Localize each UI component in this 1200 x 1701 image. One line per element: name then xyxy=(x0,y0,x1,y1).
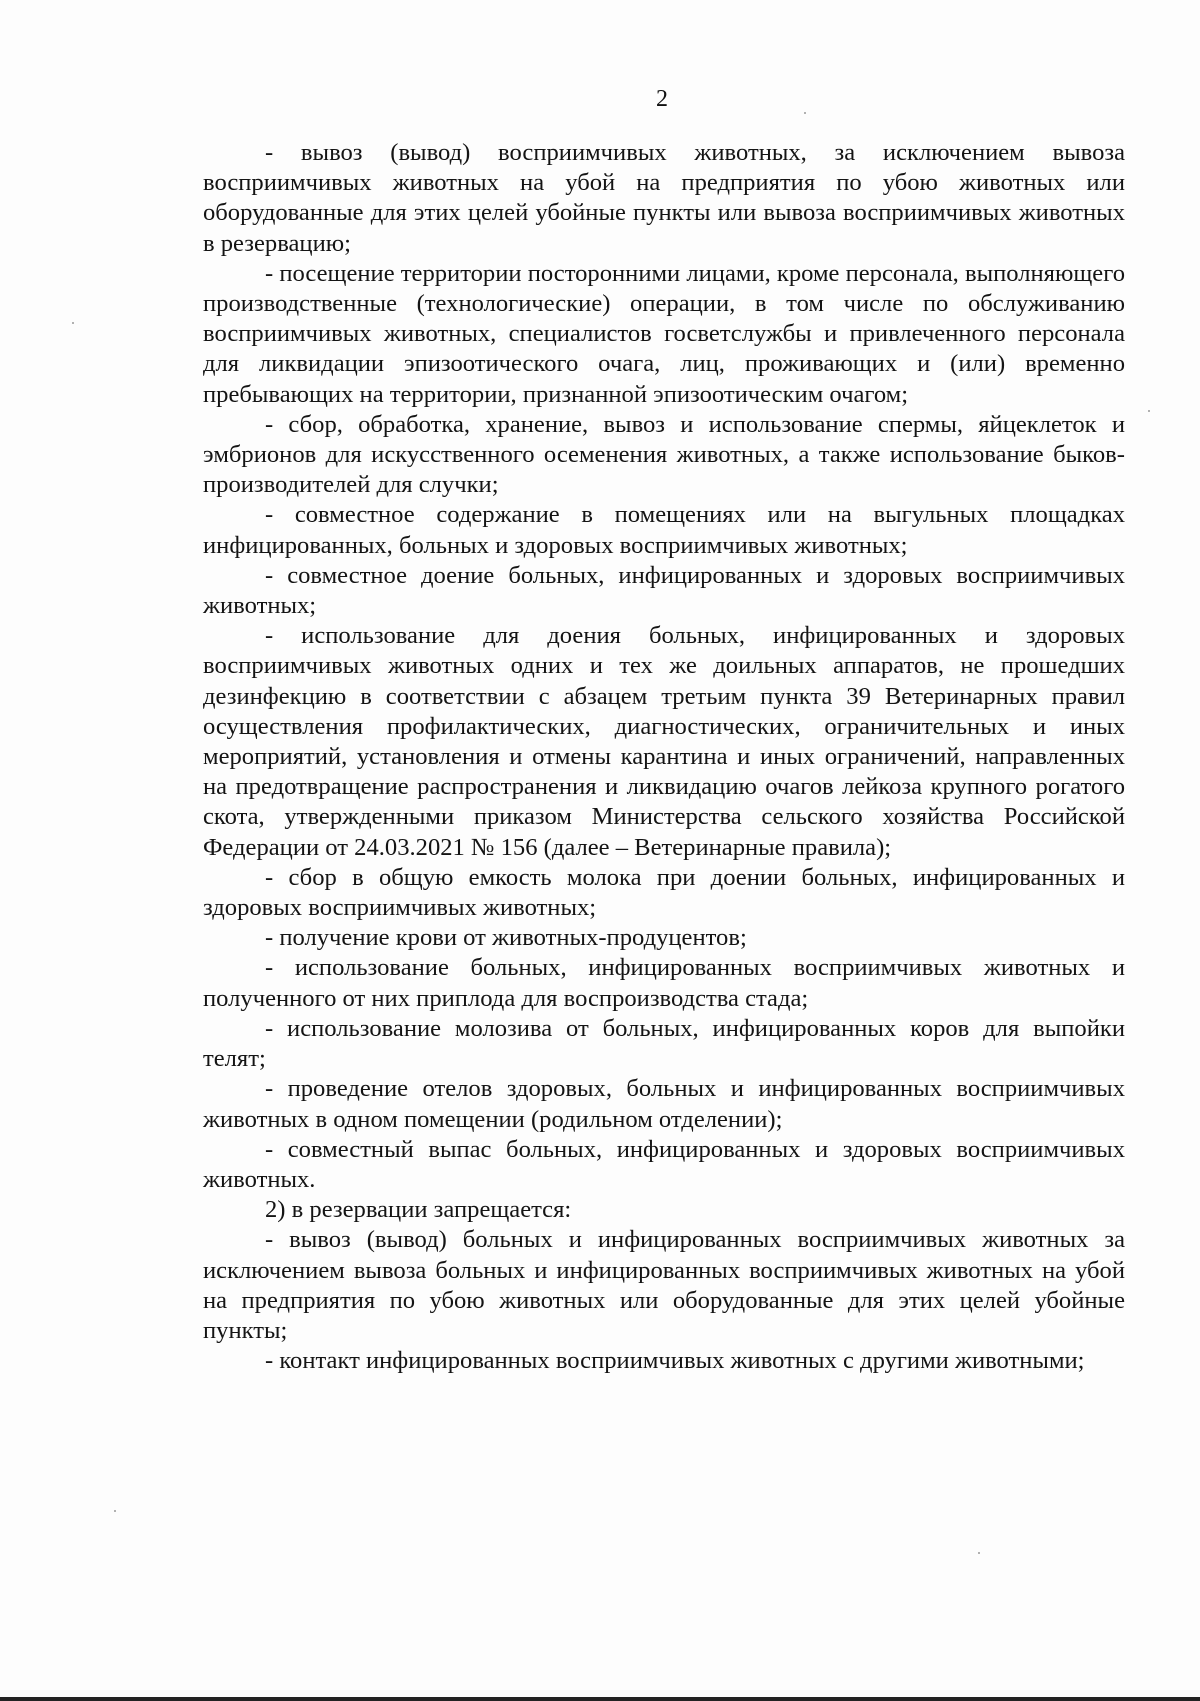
paragraph: - сбор в общую емкость молока при доении больных, инфицированных и здоровых восприимчивых животных; xyxy=(203,863,1125,922)
paragraph: - получение крови от животных-продуцентов; xyxy=(265,924,747,952)
document-body xyxy=(203,138,1125,1376)
paragraph: - использование для доения больных, инфицированных и здоровых восприимчивых животных одних и тех же доильных аппаратов, не прошедших дезинфекцию в соответствии с абзацем третьим пункта 39 Ветеринарных правил осуществления профилактических, диагностических, ограничительных и иных мероприятий, установления и отмены карантина и иных ограничений, направленных на предотвращение распространения и ликвидацию очагов лейкоза крупного рогатого скота, утвержденными приказом Министерства сельского хозяйства Российской Федерации от 24.03.2021 № 156 (далее – Ветеринарные правила); xyxy=(203,622,1125,861)
scan-speck xyxy=(72,322,74,324)
paragraph: - посещение территории посторонними лицами, кроме персонала, выполняющего производственные (технологические) операции, в том числе по обслуживанию восприимчивых животных, специалистов госветслужбы и привлеченного персонала для ликвидации эпизоотического очага, лиц, проживающих и (или) временно пребывающих на территории, признанной эпизоотическим очагом; xyxy=(203,259,1125,408)
paragraph: - использование молозива от больных, инфицированных коров для выпойки телят; xyxy=(203,1014,1125,1073)
scan-speck xyxy=(978,1552,980,1554)
paragraph: - совместный выпас больных, инфицированных и здоровых восприимчивых животных. xyxy=(203,1135,1125,1193)
page-number: 2 xyxy=(656,86,668,112)
scan-speck xyxy=(1148,410,1150,412)
paragraph: - сбор, обработка, хранение, вывоз и использование спермы, яйцеклеток и эмбрионов для искусственного осеменения животных, а также использование быков-производителей для случки; xyxy=(203,410,1125,499)
paragraph: - вывоз (вывод) больных и инфицированных восприимчивых животных за исключением вывоза больных и инфицированных восприимчивых животных на убой на предприятия по убою животных или оборудованные для этих целей убойные пункты; xyxy=(203,1226,1125,1344)
paragraph: - контакт инфицированных восприимчивых животных с другими животными; xyxy=(265,1347,1085,1375)
scan-speck xyxy=(114,1510,116,1512)
scan-edge xyxy=(0,1697,1200,1701)
scan-speck xyxy=(804,112,806,114)
paragraph: - использование больных, инфицированных восприимчивых животных и полученного от них приплода для воспроизводства стада; xyxy=(203,954,1125,1012)
paragraph: - проведение отелов здоровых, больных и инфицированных восприимчивых животных в одном помещении (родильном отделении); xyxy=(203,1075,1125,1133)
paragraph: - вывоз (вывод) восприимчивых животных, за исключением вывоза восприимчивых животных на убой на предприятия по убою животных или оборудованные для этих целей убойные пункты или вывоза восприимчивых животных в резервацию; xyxy=(203,139,1125,257)
paragraph: 2) в резервации запрещается: xyxy=(265,1196,572,1224)
paragraph: - совместное доение больных, инфицированных и здоровых восприимчивых животных; xyxy=(203,561,1125,620)
paragraph: - совместное содержание в помещениях или на выгульных площадках инфицированных, больных и здоровых восприимчивых животных; xyxy=(203,501,1125,559)
